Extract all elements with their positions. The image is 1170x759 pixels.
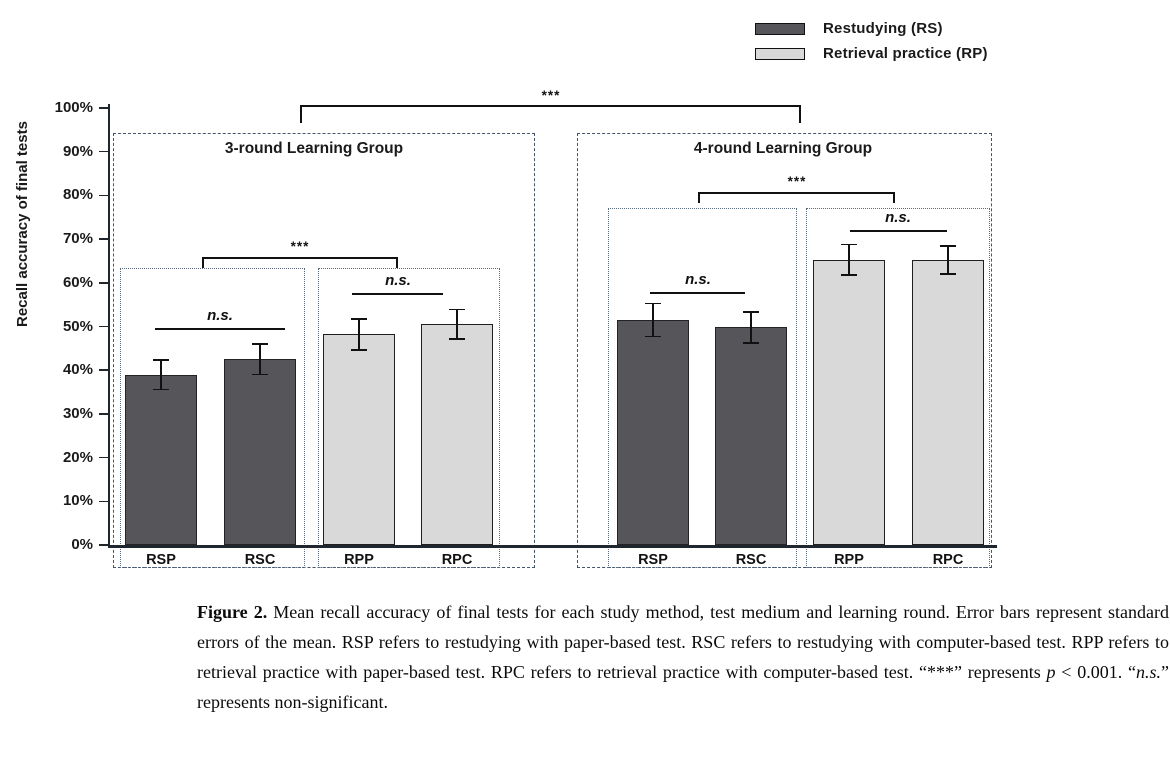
x-label-rpp-4round: RPP: [834, 552, 864, 568]
top-bracket-line: [300, 105, 801, 107]
y-tick-mark: [99, 195, 108, 197]
ns-text: n.s.: [685, 271, 711, 288]
y-tick-mark: [99, 457, 108, 459]
y-tick-label: 10%: [62, 492, 93, 510]
y-tick-mark: [99, 151, 108, 153]
error-bar-line: [750, 312, 752, 343]
error-bar-cap-top: [449, 309, 465, 311]
figure-2: Restudying (RS) Retrieval practice (RP) Recall accuracy of final tests 3-round Learning Group 4-round Learning Group 0% 10% 20% 30% 40% 50% 60% 70% 80% 90% 100% RSP RSC RPP RPC RSP RSC RPP RPC n.s. n.s. *** n.s. n.s. *** *** Figure 2. Mean recall accuracy of final tests for each study method, test medium and learning round. Error bars represent standard errors of the mean. RSP refers to restudying with paper-based test. RSC refers to restudying with computer-based test. RPP refers to retrieval practice with paper-based test. RPC refers to retrieval practice with computer-based test. “***” represents p < 0.001. “n.s.” represents non-significant.: [0, 0, 1170, 759]
bar-rpc-4round: [912, 260, 984, 545]
y-tick-mark: [99, 501, 108, 503]
ns-text: n.s.: [885, 209, 911, 226]
error-bar-cap-top: [252, 343, 268, 345]
sig-bracket-tick-left: [698, 192, 700, 203]
y-tick-label: 30%: [62, 404, 93, 422]
error-bar-line: [848, 244, 850, 275]
error-bar-line: [358, 319, 360, 350]
ns-line: [850, 230, 947, 232]
error-bar-cap-top: [743, 311, 759, 313]
y-tick-mark: [99, 413, 108, 415]
ns-text: n.s.: [385, 272, 411, 289]
ns-line: [155, 328, 285, 330]
bar-rpp-4round: [813, 260, 885, 545]
error-bar-cap-top: [645, 303, 661, 305]
y-tick-mark: [99, 107, 108, 109]
legend-swatch-restudying: [755, 23, 805, 35]
ns-line: [352, 293, 443, 295]
bar-rsp-3round: [125, 375, 197, 545]
figure-caption: [197, 597, 1169, 717]
top-bracket-tick-left: [300, 105, 302, 123]
error-bar-line: [947, 246, 949, 274]
bar-rpp-3round: [323, 334, 395, 545]
caption-part: ” represents non-significant.: [197, 662, 1170, 712]
y-tick-mark: [99, 369, 108, 371]
y-tick-label: 70%: [62, 230, 93, 248]
caption-part: p: [1046, 662, 1056, 682]
top-bracket-tick-right: [799, 105, 801, 123]
legend: [755, 16, 988, 66]
error-bar-line: [259, 344, 261, 375]
legend-label-retrieval-practice: Retrieval practice (RP): [823, 45, 988, 62]
group-title-4round: 4-round Learning Group: [693, 140, 873, 157]
caption-part: Mean recall accuracy of final tests for each study method, test medium and learning round. Error bars represent standard errors of the mean. RSP refers to restudying with paper-based test. RSC refers to restudying with computer-based test. RPP refers to retrieval practice with paper-based test. RPC refers to retrieval practice with computer-based test. “***” represents: [197, 602, 1169, 682]
error-bar-cap-bottom: [940, 273, 956, 275]
error-bar-cap-bottom: [153, 389, 169, 391]
x-axis-line: [108, 545, 998, 548]
y-tick-label: 90%: [62, 142, 93, 160]
legend-swatch-retrieval-practice: [755, 48, 805, 60]
x-label-rsc-3round: RSC: [244, 552, 276, 568]
x-label-rsp-3round: RSP: [146, 552, 176, 568]
ns-text: n.s.: [207, 307, 233, 324]
bar-rsc-4round: [715, 327, 787, 545]
y-tick-label: 60%: [62, 273, 93, 291]
x-label-rpp-3round: RPP: [344, 552, 374, 568]
ns-line: [650, 292, 745, 294]
caption-part: n.s.: [1136, 662, 1162, 682]
x-label-rsc-4round: RSC: [735, 552, 767, 568]
bar-rsp-4round: [617, 320, 689, 545]
x-label-rsp-4round: RSP: [638, 552, 668, 568]
x-label-rpc-3round: RPC: [441, 552, 473, 568]
error-bar-cap-bottom: [351, 349, 367, 351]
y-tick-mark: [99, 282, 108, 284]
legend-label-restudying: Restudying (RS): [823, 20, 943, 37]
sig-bracket-top: [698, 192, 895, 194]
bar-rsc-3round: [224, 359, 296, 545]
error-bar-cap-top: [940, 245, 956, 247]
legend-item-retrieval-practice: [755, 41, 988, 66]
sig-bracket-tick-right: [893, 192, 895, 203]
error-bar-cap-bottom: [743, 342, 759, 344]
legend-item-restudying: [755, 16, 988, 41]
y-tick-label: 100%: [54, 99, 93, 116]
y-tick-mark: [99, 238, 108, 240]
error-bar-line: [652, 303, 654, 336]
sig-bracket-top: [202, 257, 398, 259]
error-bar-cap-top: [351, 318, 367, 320]
error-bar-cap-bottom: [252, 374, 268, 376]
caption-part: < 0.001. “: [1055, 662, 1136, 682]
group-title-3round: 3-round Learning Group: [224, 140, 404, 157]
x-label-rpc-4round: RPC: [932, 552, 964, 568]
y-tick-label: 20%: [62, 448, 93, 466]
sig-bracket-tick-right: [396, 257, 398, 268]
error-bar-cap-top: [153, 359, 169, 361]
error-bar-line: [456, 309, 458, 339]
y-tick-mark: [99, 544, 108, 546]
sig-stars: ***: [290, 239, 310, 254]
y-tick-label: 50%: [62, 317, 93, 335]
error-bar-cap-bottom: [645, 336, 661, 338]
caption-part: Figure 2.: [197, 602, 268, 622]
error-bar-cap-top: [841, 244, 857, 246]
sig-stars: ***: [787, 174, 807, 189]
y-tick-mark: [99, 326, 108, 328]
y-tick-label: 0%: [71, 536, 93, 553]
bar-rpc-3round: [421, 324, 493, 545]
error-bar-cap-bottom: [841, 274, 857, 276]
y-tick-label: 80%: [62, 186, 93, 204]
y-tick-label: 40%: [62, 361, 93, 379]
top-sig-stars: ***: [541, 88, 561, 103]
sig-bracket-tick-left: [202, 257, 204, 268]
error-bar-cap-bottom: [449, 338, 465, 340]
error-bar-line: [160, 360, 162, 390]
